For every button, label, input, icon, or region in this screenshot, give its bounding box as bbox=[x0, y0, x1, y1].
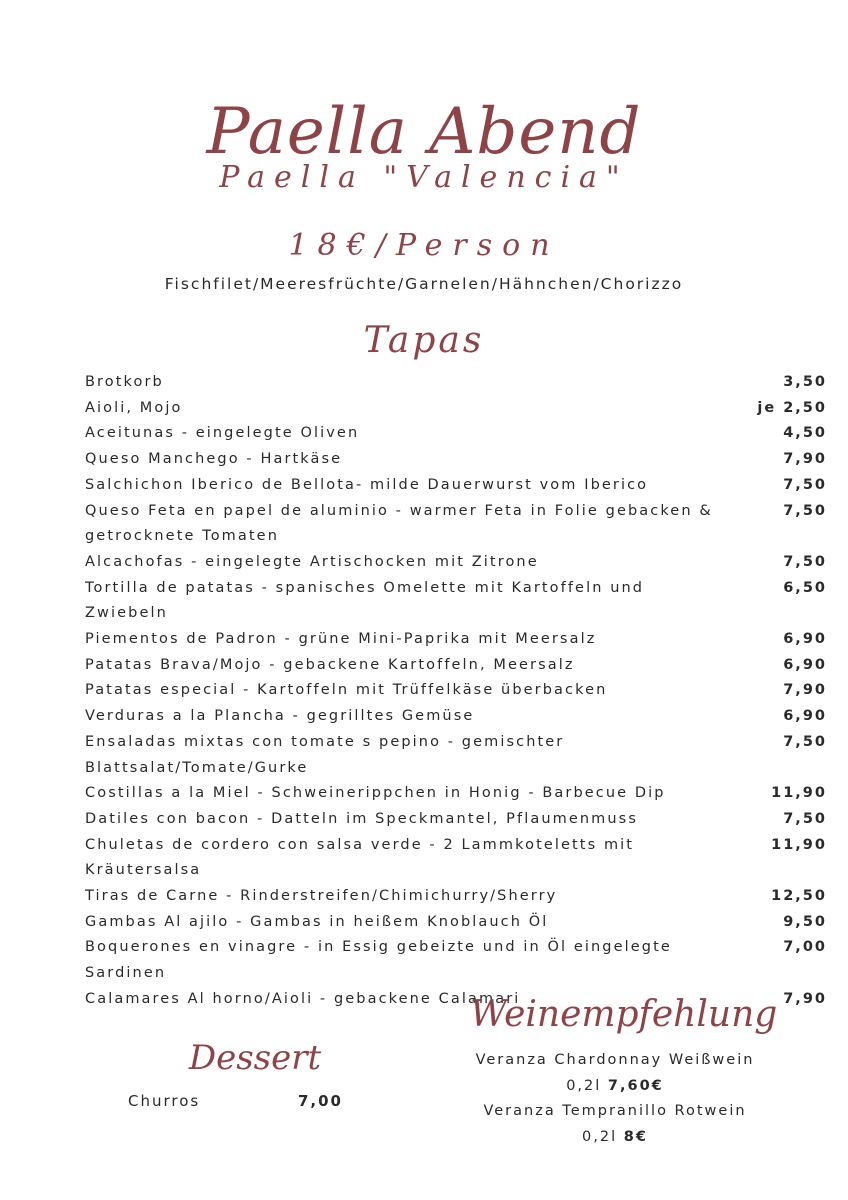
paella-price: 18€/Person bbox=[288, 228, 560, 263]
tapas-item bbox=[85, 499, 827, 550]
tapas-item bbox=[85, 678, 827, 704]
tapas-item-price: 3,50 bbox=[783, 374, 827, 390]
wine-item-size: 0,2l bbox=[566, 1077, 602, 1094]
tapas-item-name: Gambas Al ajilo - Gambas in heißem Knoblauch Öl bbox=[85, 913, 549, 930]
tapas-item-name: Costillas a la Miel - Schweinerippchen in Honig - Barbecue Dip bbox=[85, 785, 666, 802]
tapas-item bbox=[85, 910, 827, 936]
tapas-item-name: Tiras de Carne - Rinderstreifen/Chimichurry/Sherry bbox=[85, 888, 558, 905]
tapas-item bbox=[85, 550, 827, 576]
wine-heading: Weinempfehlung bbox=[470, 994, 778, 1035]
tapas-item-name: Calamares Al horno/Aioli - gebackene Calamari bbox=[85, 990, 521, 1007]
wine-item-price-line bbox=[470, 1125, 760, 1151]
tapas-item bbox=[85, 396, 827, 422]
paella-subtitle: Paella "Valencia" bbox=[219, 160, 629, 195]
tapas-item-name: Queso Manchego - Hartkäse bbox=[85, 451, 343, 468]
tapas-item-price: 7,50 bbox=[783, 476, 827, 493]
tapas-item-name: Brotkorb bbox=[85, 374, 164, 390]
tapas-item bbox=[85, 370, 827, 396]
tapas-item-price: je 2,50 bbox=[757, 399, 827, 416]
tapas-item-price: 11,90 bbox=[771, 785, 827, 802]
tapas-item bbox=[85, 627, 827, 653]
dessert-heading: Dessert bbox=[188, 1038, 322, 1078]
tapas-item-price: 7,90 bbox=[783, 990, 827, 1007]
wine-item-price: 7,60€ bbox=[607, 1077, 664, 1094]
tapas-item-price: 7,90 bbox=[783, 682, 827, 699]
tapas-item-name: Patatas especial - Kartoffeln mit Trüffelkäse überbacken bbox=[85, 682, 608, 699]
tapas-item-name: Salchichon Iberico de Bellota- milde Dauerwurst vom Iberico bbox=[85, 476, 649, 493]
tapas-item-name: Patatas Brava/Mojo - gebackene Kartoffeln, Meersalz bbox=[85, 656, 575, 673]
tapas-item bbox=[85, 884, 827, 910]
tapas-item bbox=[85, 730, 827, 781]
tapas-item bbox=[85, 781, 827, 807]
tapas-item bbox=[85, 421, 827, 447]
tapas-item-price: 7,50 bbox=[783, 733, 827, 750]
tapas-item-price: 7,00 bbox=[783, 939, 827, 956]
tapas-item-name: Tortilla de patatas - spanisches Omelette mit Kartoffeln und Zwiebeln bbox=[85, 579, 645, 622]
tapas-item-price: 6,90 bbox=[783, 631, 827, 648]
paella-ingredients: Fischfilet/Meeresfrüchte/Garnelen/Hähnchen/Chorizzo bbox=[164, 275, 684, 293]
tapas-item bbox=[85, 473, 827, 499]
tapas-item bbox=[85, 576, 827, 627]
tapas-item-name: Chuletas de cordero con salsa verde - 2 Lammkoteletts mit Kräutersalsa bbox=[85, 836, 635, 879]
dessert-item bbox=[128, 1092, 343, 1110]
tapas-item bbox=[85, 935, 827, 986]
tapas-item-price: 9,50 bbox=[783, 913, 827, 930]
tapas-list bbox=[85, 370, 827, 1013]
page-title: Paella Abend bbox=[206, 94, 642, 169]
dessert-item-price: 7,00 bbox=[297, 1092, 343, 1110]
tapas-item bbox=[85, 704, 827, 730]
tapas-item-price: 6,50 bbox=[783, 579, 827, 596]
tapas-item-name: Ensaladas mixtas con tomate s pepino - gemischter Blattsalat/Tomate/Gurke bbox=[85, 733, 565, 776]
tapas-item-price: 6,90 bbox=[783, 708, 827, 725]
tapas-item-price: 12,50 bbox=[771, 888, 827, 905]
tapas-item-price: 7,50 bbox=[783, 810, 827, 827]
wine-item-price: 8€ bbox=[623, 1128, 648, 1145]
tapas-item-name: Piementos de Padron - grüne Mini-Paprika mit Meersalz bbox=[85, 631, 597, 648]
tapas-item-name: Boquerones en vinagre - in Essig gebeizte und in Öl eingelegte Sardinen bbox=[85, 939, 672, 982]
dessert-item-name: Churros bbox=[128, 1092, 201, 1110]
wine-item-name: Veranza Tempranillo Rotwein bbox=[483, 1103, 747, 1119]
tapas-item-name: Aioli, Mojo bbox=[85, 399, 183, 416]
tapas-item-name: Verduras a la Plancha - gegrilltes Gemüse bbox=[85, 708, 475, 725]
tapas-item-price: 4,50 bbox=[783, 425, 827, 442]
wine-list bbox=[470, 1048, 760, 1150]
tapas-item-name: Alcachofas - eingelegte Artischocken mit Zitrone bbox=[85, 553, 539, 570]
tapas-item-name: Queso Feta en papel de aluminio - warmer Feta in Folie gebacken & getrocknete Tomaten bbox=[85, 502, 713, 545]
tapas-item bbox=[85, 653, 827, 679]
tapas-item bbox=[85, 447, 827, 473]
tapas-item-name: Aceitunas - eingelegte Oliven bbox=[85, 425, 360, 442]
tapas-item bbox=[85, 833, 827, 884]
tapas-item-price: 11,90 bbox=[771, 836, 827, 853]
tapas-item-price: 7,50 bbox=[783, 502, 827, 519]
tapas-item bbox=[85, 807, 827, 833]
tapas-item-price: 7,50 bbox=[783, 553, 827, 570]
tapas-heading: Tapas bbox=[363, 320, 485, 361]
tapas-item-price: 7,90 bbox=[783, 451, 827, 468]
wine-item-size: 0,2l bbox=[582, 1128, 618, 1145]
tapas-item-price: 6,90 bbox=[783, 656, 827, 673]
wine-item-price-line bbox=[470, 1074, 760, 1100]
wine-item-name: Veranza Chardonnay Weißwein bbox=[475, 1052, 755, 1068]
tapas-item-name: Datiles con bacon - Datteln im Speckmantel, Pflaumenmuss bbox=[85, 810, 638, 827]
